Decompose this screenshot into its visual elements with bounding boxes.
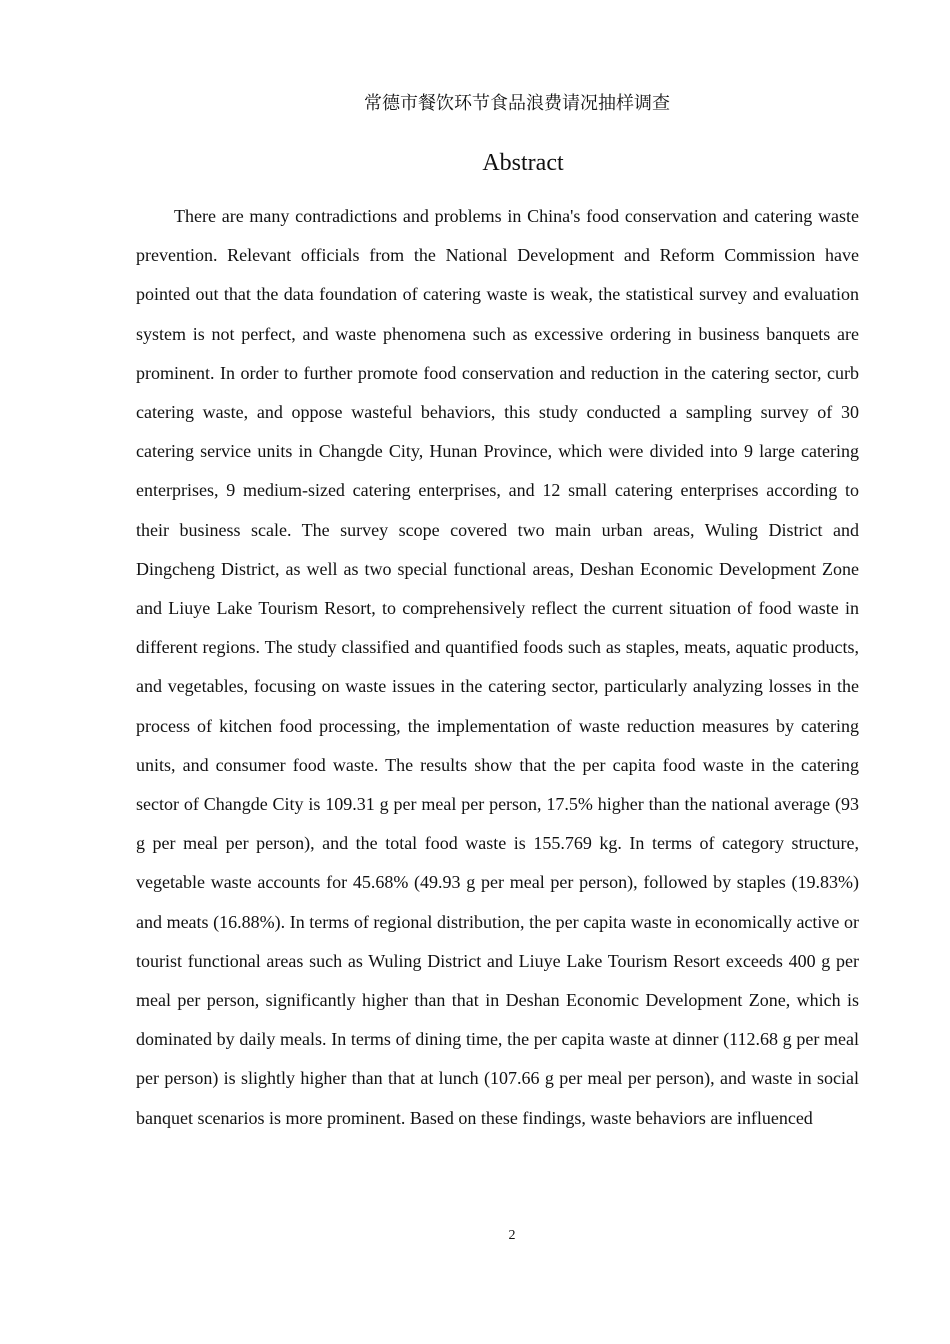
running-header: 常德市餐饮环节食品浪费请况抽样调查 xyxy=(364,93,670,113)
abstract-paragraph: There are many contradictions and problems in China's food conservation and catering waste prevention. Relevant officials from the National Development and Reform Commission have pointed out that the data foundation of catering waste is weak, the statistical survey and evaluation system is not perfect, and waste phenomena such as excessive ordering in business banquets are prominent. In order to further promote food conservation and reduction in the catering sector, curb catering waste, and oppose wasteful behaviors, this study conducted a sampling survey of 30 catering service units in Changde City, Hunan Province, which were divided into 9 large catering enterprises, 9 medium-sized catering enterprises, and 12 small catering enterprises according to their business scale. The survey scope covered two main urban areas, Wuling District and Dingcheng District, as well as two special functional areas, Deshan Economic Development Zone and Liuye Lake Tourism Resort, to comprehensively reflect the current situation of food waste in different regions. The study classified and quantified foods such as staples, meats, aquatic products, and vegetables, focusing on waste issues in the catering sector, particularly analyzing losses in the process of kitchen food processing, the implementation of waste reduction measures by catering units, and consumer food waste. The results show that the per capita food waste in the catering sector of Changde City is 109.31 g per meal per person, 17.5% higher than the national average (93 g per meal per person), and the total food waste is 155.769 kg. In terms of category structure, vegetable waste accounts for 45.68% (49.93 g per meal per person), followed by staples (19.83%) and meats (16.88%). In terms of regional distribution, the per capita waste in economically active or tourist functional areas such as Wuling District and Liuye Lake Tourism Resort exceeds 400 g per meal per person, significantly higher than that in Deshan Economic Development Zone, which is dominated by daily meals. In terms of dining time, the per capita waste at dinner (112.68 g per meal per person) is slightly higher than that at lunch (107.66 g per meal per person), and waste in social banquet scenarios is more prominent. Based on these findings, waste behaviors are influenced xyxy=(136,206,859,1128)
abstract-title: Abstract xyxy=(482,150,564,176)
page-number: 2 xyxy=(508,1228,516,1243)
